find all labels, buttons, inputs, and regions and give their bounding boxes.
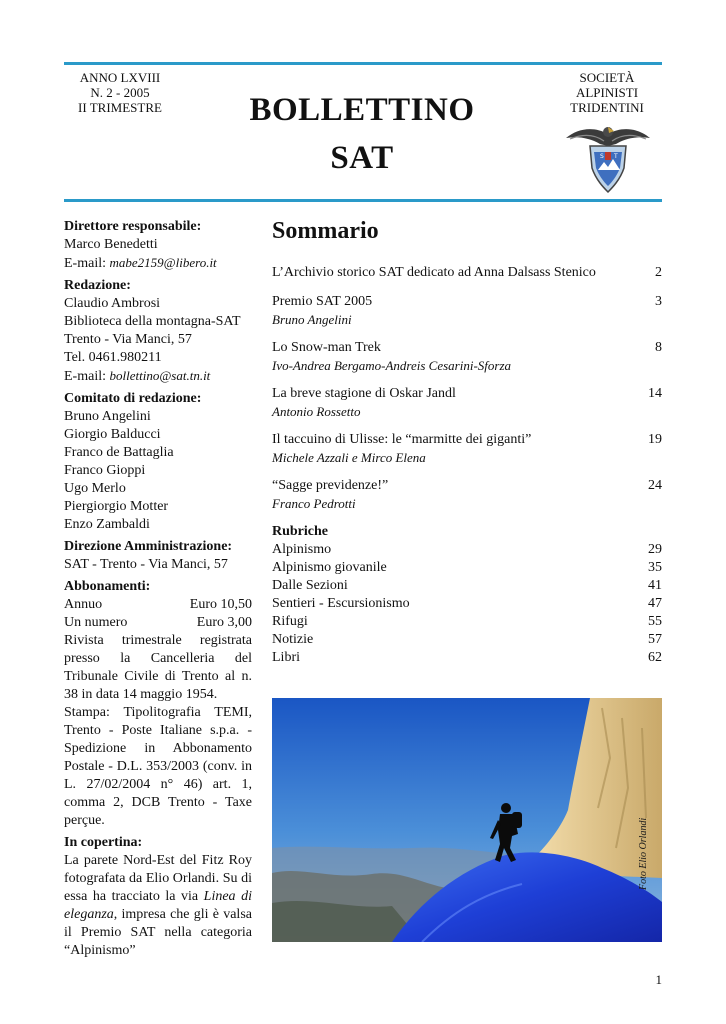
rubrica-name: Alpinismo (272, 542, 332, 557)
administration-text: SAT - Trento - Via Manci, 57 (64, 557, 228, 572)
committee-label: Comitato di redazione: (64, 391, 202, 406)
subscription-price: Euro 10,50 (189, 597, 252, 612)
committee-member: Giorgio Balducci (64, 427, 161, 442)
committee-member: Franco Gioppi (64, 463, 146, 478)
rubrica-page: 55 (648, 614, 662, 629)
rubrica-entry[interactable] (272, 631, 662, 649)
director-label: Direttore responsabile: (64, 219, 202, 234)
editorial-email-row (64, 367, 252, 386)
toc-entry[interactable] (272, 264, 662, 282)
toc-entry-page: 3 (655, 294, 662, 309)
toc-entry-title: Lo Snow-man Trek (272, 340, 381, 355)
rubrica-page: 29 (648, 542, 662, 557)
toc-entry[interactable] (272, 293, 662, 328)
rubriche-label: Rubriche (272, 524, 328, 539)
editorial-line: Claudio Ambrosi (64, 296, 161, 311)
editorial-email-label: E-mail: (64, 369, 106, 384)
rubrica-entry[interactable] (272, 613, 662, 631)
toc-entry[interactable] (272, 477, 662, 512)
rubrica-page: 41 (648, 578, 662, 593)
editorial-line: Tel. 0461.980211 (64, 350, 162, 365)
issue-info (64, 70, 176, 115)
toc-entry-page: 24 (648, 478, 662, 493)
rubrica-entry[interactable] (272, 559, 662, 577)
toc-entry-author: Antonio Rossetto (272, 404, 361, 419)
rubrica-name: Rifugi (272, 614, 308, 629)
rubrica-page: 47 (648, 596, 662, 611)
toc-entry-title: La breve stagione di Oskar Jandl (272, 386, 456, 401)
publisher-line-1: SOCIETÀ (579, 70, 635, 85)
colophon (64, 218, 252, 960)
rubrica-name: Notizie (272, 632, 314, 647)
toc-entry-author: Ivo-Andrea Bergamo-Andreis Cesarini-Sforza (272, 358, 512, 373)
committee-member: Bruno Angelini (64, 409, 151, 424)
mountaineer-photo-image (272, 698, 662, 942)
administration-label: Direzione Amministrazione: (64, 539, 233, 554)
rubrica-page: 35 (648, 560, 662, 575)
svg-text:T: T (614, 153, 618, 160)
publisher-name (552, 70, 662, 115)
subscription-name: Annuo (64, 597, 103, 612)
toc-entry[interactable] (272, 339, 662, 374)
editorial-line: Trento - Via Manci, 57 (64, 332, 192, 347)
director-email-label: E-mail: (64, 256, 106, 271)
rubrica-entry[interactable] (272, 577, 662, 595)
committee-member: Franco de Battaglia (64, 445, 174, 460)
cover-route-name: Linea di eleganza (64, 889, 252, 922)
page-number: 1 (655, 972, 662, 987)
printing-text: Stampa: Tipolitografia TEMI, Trento - Poste Italiane s.p.a. - Spedizione in Abbonamento Postale - D.L. 353/2003 (conv. in L. 27/02/2004 n° 46) art. 1, comma 2, DCB Trento - Taxe perçue. (64, 705, 252, 828)
subscription-name: Un numero (64, 615, 128, 630)
masthead-line-2: SAT (330, 140, 394, 176)
sat-eagle-logo-icon (564, 122, 652, 194)
toc-title: Sommario (272, 218, 379, 244)
toc-entry-page: 19 (648, 432, 662, 447)
toc-entry-author: Michele Azzali e Mirco Elena (272, 450, 426, 465)
cover-label: In copertina: (64, 835, 143, 850)
rubrica-page: 57 (648, 632, 662, 647)
rubrica-entry[interactable] (272, 541, 662, 559)
toc-entry-author: Franco Pedrotti (272, 496, 356, 511)
toc-entry-author: Bruno Angelini (272, 312, 352, 327)
rubrica-entry[interactable] (272, 595, 662, 613)
cover-text: , impresa che gli è valsa il Premio SAT nella categoria “Alpinismo” (64, 907, 252, 958)
subscriptions-label: Abbonamenti: (64, 579, 151, 594)
rubrica-name: Libri (272, 650, 300, 665)
top-rule (64, 62, 662, 65)
toc-entry-page: 8 (655, 340, 662, 355)
subscription-row (64, 596, 252, 614)
issue-year: ANNO LXVIII (79, 70, 161, 85)
toc-entry-page: 2 (655, 265, 662, 280)
header-bottom-rule (64, 199, 662, 202)
publisher-line-2: ALPINISTI (575, 85, 639, 100)
rubrica-entry[interactable] (272, 649, 662, 667)
rubrica-name: Dalle Sezioni (272, 578, 348, 593)
editorial-line: Biblioteca della montagna-SAT (64, 314, 241, 329)
photo-credit (632, 800, 672, 890)
toc-entry-title: L’Archivio storico SAT dedicato ad Anna Dalsass Stenico (272, 265, 596, 280)
masthead-title (212, 86, 512, 182)
subscription-price: Euro 3,00 (196, 615, 252, 630)
director-email[interactable]: mabe2159@libero.it (109, 255, 217, 270)
masthead-line-1: BOLLETTINO (249, 92, 475, 128)
committee-member: Enzo Zambaldi (64, 517, 150, 532)
toc-entry-page: 14 (648, 386, 662, 401)
rubrica-page: 62 (648, 650, 662, 665)
editorial-label: Redazione: (64, 278, 131, 293)
toc-entry-title: “Sagge previdenze!” (272, 478, 389, 493)
committee-member: Ugo Merlo (64, 481, 126, 496)
director-email-row (64, 254, 252, 273)
svg-text:S: S (600, 153, 604, 160)
subscription-row (64, 614, 252, 632)
toc-entry-title: Il taccuino di Ulisse: le “marmitte dei giganti” (272, 432, 532, 447)
committee-member: Piergiorgio Motter (64, 499, 169, 514)
director-name: Marco Benedetti (64, 237, 158, 252)
toc-entry[interactable] (272, 431, 662, 466)
photo-credit-text: Foto Elio Orlandi (638, 817, 649, 890)
cover-description (64, 852, 252, 960)
issue-quarter: II TRIMESTRE (78, 100, 162, 115)
toc-entry[interactable] (272, 385, 662, 420)
table-of-contents (272, 216, 662, 667)
issue-number: N. 2 - 2005 (90, 85, 150, 100)
cover-text: La parete Nord-Est del Fitz Roy fotografata da Elio Orlandi. Su di essa ha tracciato la via (64, 853, 252, 904)
rubrica-name: Alpinismo giovanile (272, 560, 387, 575)
publisher-line-3: TRIDENTINI (570, 100, 644, 115)
rubrica-name: Sentieri - Escursionismo (272, 596, 410, 611)
editorial-email[interactable]: bollettino@sat.tn.it (109, 368, 211, 383)
toc-entry-title: Premio SAT 2005 (272, 294, 373, 309)
cover-photo (272, 698, 662, 942)
registration-text: Rivista trimestrale registrata presso la Cancelleria del Tribunale Civile di Trento al n. 38 in data 14 maggio 1954. (64, 633, 252, 702)
